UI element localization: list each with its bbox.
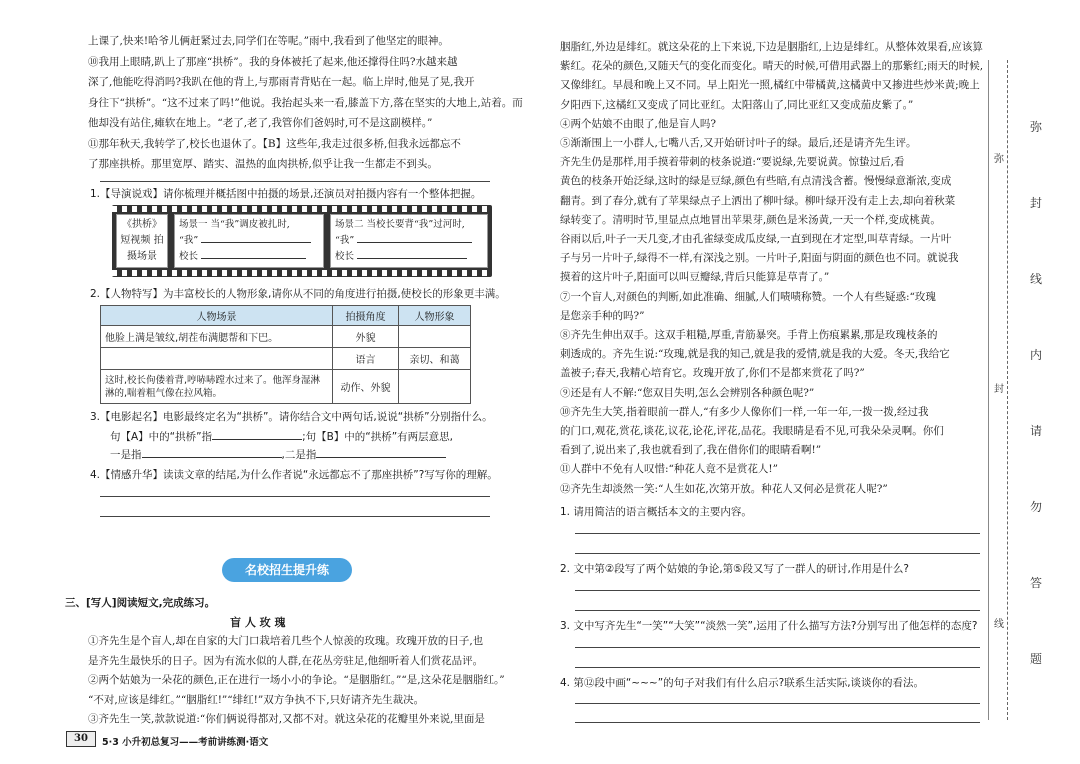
question-3-line-1 <box>110 430 453 444</box>
article-continued-line: ⑧齐先生伸出双手。这双手粗糙,厚重,青筋暴突。手背上伤痕累累,那是玫瑰枝条的 <box>560 329 938 341</box>
article-continued-line: 齐先生仍是那样,用手摸着带刺的枝条说道:“要说绿,先要说黄。惊蛰过后,看 <box>560 156 905 169</box>
q3-d-blank[interactable] <box>316 457 446 458</box>
scene-one-principal-label: 校长 <box>179 251 199 262</box>
article-continued-line: 又像绯红。早晨和晚上又不同。早上阳光一照,橘红中带橘黄,这橘黄中又掺进些炒米黄;晚上 <box>560 79 980 92</box>
q3-a-label: 句【A】中的“拱桥”指 <box>110 431 213 443</box>
table-header-angle: 拍摄角度 <box>333 306 399 326</box>
scene-two-principal-blank[interactable] <box>357 258 467 259</box>
scene-two-me-blank[interactable] <box>357 242 472 243</box>
answer-line[interactable] <box>575 667 980 668</box>
article-continued-line: ⑫齐先生却淡然一笑:“人生如花,次第开放。种花人又何必是赏花人呢?” <box>560 482 888 495</box>
story-line: 深了,他能吃得消吗?我趴在他的背上,与那雨青背贴在一起。临上岸时,他晃了晃,我开 <box>88 76 475 88</box>
answer-line[interactable] <box>575 533 980 534</box>
article-line: ②两个姑娘为一朵花的颜色,正在进行一场小小的争论。“是胭脂红。”“是,这朵花是胭脂红。” <box>88 674 505 686</box>
article-line: 是齐先生最快乐的日子。因为有流水似的人群,在花丛旁驻足,他细听着人们赏花品评。 <box>88 654 484 667</box>
question-1: 1.【导演说戏】请你梳理并概括图中拍摄的场景,还演员对拍摄内容有一个整体把握。 <box>90 188 482 200</box>
scene-one-principal-blank[interactable] <box>201 258 306 259</box>
table-cell: 他脸上满是皱纹,胡茬布满腮帮和下巴。 <box>101 326 333 348</box>
scene-one-me-blank[interactable] <box>201 242 311 243</box>
film-strip <box>112 205 492 277</box>
article-continued-line: ⑤渐渐围上一小群人,七嘴八舌,又开始研讨叶子的绿。最后,还是请齐先生评。 <box>560 137 917 149</box>
article-continued-line: 是您亲手种的吗?” <box>560 309 645 322</box>
answer-line[interactable] <box>575 703 980 704</box>
seal-char: 弥 <box>1030 120 1043 134</box>
right-question-2: 2. 文中第②段写了两个姑娘的争论,第⑤段又写了一群人的研讨,作用是什么? <box>560 563 909 575</box>
seal-small-char: 线 <box>994 619 1004 630</box>
seal-char: 内 <box>1030 348 1043 362</box>
table-cell-blank[interactable] <box>399 370 471 404</box>
q3-c-label: 一是指 <box>110 449 142 461</box>
article-continued-line: 看到了,说出来了,我也就看到了,我在借你们的眼睛看啊!” <box>560 444 822 457</box>
article-continued-line: 绿转变了。清明时节,里显点点地冒出苹果芽,颜色是米汤黄,一天一个样,变成桃黄。 <box>560 213 941 226</box>
scene-two-label: 场景二 当校长要背“我”过河时, <box>335 219 465 230</box>
article-continued-line: 翻青。到了春分,就有了苹果绿点子上洒出了柳叶绿。柳叶绿开没有走上去,却向着秋菜 <box>560 194 956 207</box>
table-cell-blank[interactable] <box>399 326 471 348</box>
story-line: 上课了,快来!哈爷儿俩赶紧过去,同学们在等呢。”雨中,我看到了他坚定的眼神。 <box>88 35 449 47</box>
scene-two-frame <box>330 214 488 268</box>
article-continued-line: 胭脂红,外边是绯红。就这朵花的上下来说,下边是胭脂红,上边是绯红。从整体效果看,应该算 <box>560 41 983 53</box>
q3-c-blank[interactable] <box>142 457 282 458</box>
film-title-card: 《拱桥》 短视频 拍摄场景 <box>116 214 168 268</box>
story-line: 身往下“拱桥”。“这不过来了吗!”他说。我抬起头来一看,膝盖下方,落在坚实的大地上,站着。而 <box>88 96 523 109</box>
article-continued-line: ⑪人群中不免有人叹惜:“种花人竟不是赏花人!” <box>560 463 778 476</box>
article-continued-line: ⑨还是有人不解:“您双目失明,怎么会辨别各种颜色呢?” <box>560 386 815 399</box>
divider <box>100 181 490 182</box>
table-row <box>101 326 471 348</box>
article-continued-line: 黄色的枝条开始泛绿,这时的绿是豆绿,颜色有些暗,有点清浅含蓄。慢慢绿意渐浓,变成 <box>560 175 952 188</box>
right-question-3: 3. 文中写齐先生“一笑”“大笑”“淡然一笑”,运用了什么描写方法?分别写出了他怎样的态度? <box>560 620 978 632</box>
answer-line[interactable] <box>575 553 980 554</box>
character-table <box>100 305 471 404</box>
right-question-1: 1. 请用简洁的语言概括本文的主要内容。 <box>560 506 752 518</box>
story-line: ⑪那年秋天,我转学了,校长也退休了。【B】这些年,我走过很多桥,但我永远都忘不 <box>88 137 461 150</box>
section-3-heading: 三、[写人]阅读短文,完成练习。 <box>65 597 216 609</box>
question-3: 3.【电影起名】电影最终定名为“拱桥”。请你结合文中两句话,说说“拱桥”分别指什么。 <box>90 411 493 423</box>
answer-line[interactable] <box>575 610 980 611</box>
article-continued-line: 夕阳西下,这橘红又变成了同比亚红。太阳落山了,同比亚红又变成茄皮紫了。” <box>560 98 914 111</box>
seal-small-char: 弥 <box>994 154 1004 165</box>
q3-a-blank[interactable] <box>212 439 302 440</box>
seal-char: 题 <box>1030 652 1043 666</box>
article-continued-line: 谷雨以后,叶子一天几变,才由孔雀绿变成瓜皮绿,一直到现在才定型,叫草青绿。一片叶 <box>560 233 952 245</box>
q3-d-label: ,二是指 <box>281 449 317 461</box>
seal-small-char: 封 <box>994 384 1004 395</box>
binding-dashed-line <box>1007 60 1008 720</box>
article-line: ③齐先生一笑,款款说道:“你们俩说得都对,又都不对。就这朵花的花瓣里外来说,里面是 <box>88 713 485 725</box>
article-continued-line: ④两个姑娘不由眼了,他是盲人吗? <box>560 117 716 130</box>
article-line: “不对,应该是绯红。”“胭脂红!”“绯红!”双方争执不下,只好请齐先生裁决。 <box>88 693 425 706</box>
table-header-scene: 人物场景 <box>101 306 333 326</box>
seal-char: 勿 <box>1030 500 1043 514</box>
table-cell: 语言 <box>333 348 399 370</box>
article-continued-line: ⑩齐先生大笑,指着眼前一群人,“有多少人像你们一样,一年一年,一拨一拨,经过我 <box>560 405 929 418</box>
article-continued-line: 紫红。花朵的颜色,又随天气的变化而变化。晴天的时候,可借用武器上的那紫红;雨天的时候, <box>560 60 984 73</box>
story-line: 他却没有站住,瘫软在地上。“老了,老了,我管你们爸妈时,可不是这副模样。” <box>88 117 433 129</box>
scene-two-me-label: “我” <box>335 235 355 246</box>
page-footer: 5·3 小升初总复习——考前讲练测·语文 <box>102 737 269 748</box>
section-banner: 名校招生提升练 <box>222 558 352 582</box>
table-cell: 外貌 <box>333 326 399 348</box>
seal-char: 请 <box>1030 424 1043 438</box>
table-row <box>101 348 471 370</box>
story-line: 了那座拱桥。那里宽厚、踏实、温热的血肉拱桥,似乎让我一生都走不到头。 <box>88 158 438 170</box>
answer-line[interactable] <box>100 496 490 497</box>
seal-char: 线 <box>1030 272 1043 286</box>
article-title: 盲 人 玫 瑰 <box>230 616 286 629</box>
scene-two-principal-label: 校长 <box>335 251 355 262</box>
binding-line <box>988 60 989 720</box>
article-continued-line: 摸着的这片叶子,阳面可以叫豆瓣绿,背后只能算是草青了。” <box>560 271 830 284</box>
table-cell: 这时,校长佝偻着背,哼哧哧蹚水过来了。他浑身湿淋淋的,喘着粗气像在拉风箱。 <box>101 370 333 404</box>
article-continued-line: 盖被子;春天,我精心培育它。玫瑰开放了,你们不是都来赏花了吗?” <box>560 367 865 380</box>
article-line: ①齐先生是个盲人,却在自家的大门口栽培着几些个人惊羡的玫瑰。玫瑰开放的日子,也 <box>88 635 484 647</box>
answer-line[interactable] <box>575 722 980 723</box>
scene-one-me-label: “我” <box>179 235 199 246</box>
page-number: 30 <box>66 731 96 747</box>
table-cell: 亲切、和蔼 <box>399 348 471 370</box>
right-question-4: 4. 第⑫段中画“~~~”的句子对我们有什么启示?联系生活实际,谈谈你的看法。 <box>560 677 925 689</box>
table-header-image: 人物形象 <box>399 306 471 326</box>
article-continued-line: 的门口,观花,赏花,谈花,议花,论花,评花,品花。我眼睛是看不见,可我朵朵灵啊。你们 <box>560 425 944 437</box>
question-2: 2.【人物特写】为丰富校长的人物形象,请你从不同的角度进行拍摄,使校长的形象更丰满。 <box>90 288 506 300</box>
seal-char: 封 <box>1030 196 1043 210</box>
q3-b-label: ;句【B】中的“拱桥”有两层意思, <box>302 431 454 443</box>
seal-char: 答 <box>1030 576 1043 590</box>
table-cell: 动作、外貌 <box>333 370 399 404</box>
table-cell-blank[interactable] <box>101 348 333 370</box>
article-continued-line: 刺透成的。齐先生说:“玫瑰,就是我的知己,就是我的爱情,就是我的大爱。冬天,我给它 <box>560 348 950 361</box>
answer-line[interactable] <box>575 590 980 591</box>
question-4: 4.【情感升华】读读文章的结尾,为什么作者说“永远都忘不了那座拱桥”?写写你的理解。 <box>90 469 498 481</box>
story-line: ⑩我用上眼睛,趴上了那座“拱桥”。我的身体被托了起来,他还撑得住吗?水越来越 <box>88 55 458 68</box>
scene-one-label: 场景一 当“我”调皮被扎时, <box>179 219 290 230</box>
scene-one-frame <box>174 214 324 268</box>
question-3-line-2 <box>110 448 446 462</box>
table-row <box>101 370 471 404</box>
answer-line[interactable] <box>575 647 980 648</box>
answer-line[interactable] <box>100 516 490 517</box>
article-continued-line: ⑦一个盲人,对颜色的判断,如此准确、细腻,人们啧啧称赞。一个人有些疑惑:“玫瑰 <box>560 290 936 303</box>
article-continued-line: 子与另一片叶子,绿得不一样,有深浅之别。一片叶子,阳面与阴面的颜色也不同。就说我 <box>560 252 959 265</box>
